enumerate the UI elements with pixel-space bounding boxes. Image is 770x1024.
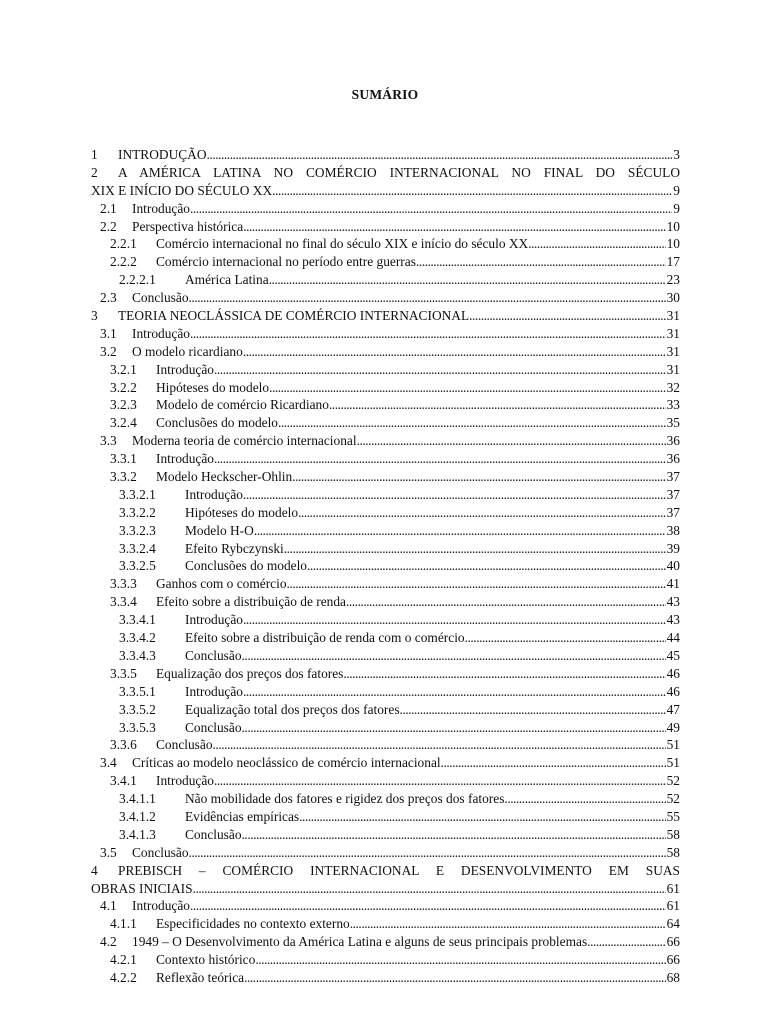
toc-entry-page: 58 [666, 844, 680, 860]
toc-entry-title: Introdução [132, 200, 191, 216]
toc-entry-number: 2.3 [100, 290, 117, 306]
toc-entry [91, 575, 680, 593]
toc-entry-title: Conclusão [132, 290, 189, 306]
toc-dot-leader [441, 754, 666, 772]
toc-entry [91, 504, 680, 522]
toc-dot-leader [298, 504, 666, 522]
toc-entry-page: 17 [666, 254, 680, 270]
toc-entry [91, 629, 680, 647]
toc-entry-title: Hipóteses do modelo [156, 379, 270, 395]
toc-entry-title: Evidências empíricas [185, 808, 300, 824]
toc-entry-number: 3.3.5.2 [119, 701, 156, 717]
toc-entry-number: 2.2.2.1 [119, 272, 156, 288]
toc-entry-number: 2.2.2 [110, 254, 137, 270]
toc-entry [91, 683, 680, 701]
toc-dot-leader [346, 593, 666, 611]
toc-entry-title: Conclusão [156, 737, 213, 753]
toc-entry-number: 2.1 [100, 200, 117, 216]
toc-entry-number: 3.3.4 [110, 594, 137, 610]
toc-entry-number: 3.3.6 [110, 737, 137, 753]
toc-entry-page: 61 [666, 880, 680, 896]
toc-entry-title: Introdução [156, 361, 215, 377]
toc-dot-leader [292, 468, 665, 486]
toc-entry-title: 1949 – O Desenvolvimento da América Latina e alguns de seus principais problemas [132, 934, 588, 950]
toc-entry-page: 37 [666, 469, 680, 485]
toc-entry-page: 9 [673, 200, 680, 216]
toc-dot-leader [329, 396, 666, 414]
toc-entry-number: 3.3.5.3 [119, 719, 156, 735]
toc-entry [91, 897, 680, 915]
toc-entry-title: INTRODUÇÃO [118, 147, 207, 162]
toc-entry-number: 3.4.1 [110, 773, 137, 789]
toc-dot-leader [242, 719, 666, 737]
toc-entry-number: 3.4 [100, 755, 117, 771]
toc-dot-leader [193, 880, 666, 898]
toc-entry-page: 61 [666, 898, 680, 914]
toc-entry-title: Conclusões do modelo [156, 415, 278, 431]
toc-entry-number: 3.3 [100, 433, 117, 449]
toc-entry-page: 35 [666, 415, 680, 431]
toc-dot-leader [190, 325, 666, 343]
toc-entry-title: Introdução [132, 898, 191, 914]
toc-entry [91, 414, 680, 432]
toc-entry-title: Perspectiva histórica [132, 218, 244, 234]
toc-dot-leader [269, 379, 666, 397]
toc-entry-number: 4.2.2 [110, 969, 137, 985]
toc-entry-number: 3.4.1.1 [119, 791, 156, 807]
toc-entry-title: Especificidades no contexto externo [156, 916, 350, 932]
toc-entry-number: 3.2.3 [110, 397, 137, 413]
toc-entry-page: 64 [666, 916, 680, 932]
toc-entry-number: 3.3.3 [110, 576, 137, 592]
toc-entry-page: 23 [666, 272, 680, 288]
toc-dot-leader [278, 414, 666, 432]
toc-entry [91, 862, 680, 880]
toc-entry-page: 66 [666, 952, 680, 968]
toc-entry [91, 396, 680, 414]
toc-dot-leader [469, 307, 665, 325]
toc-entry-number: 3.3.2.1 [119, 486, 156, 502]
toc-entry-page: 49 [666, 719, 680, 735]
toc-entry [91, 665, 680, 683]
toc-dot-leader [254, 522, 666, 540]
toc-entry-page: 43 [666, 594, 680, 610]
toc-dot-leader [243, 683, 666, 701]
toc-entry-number: 3.3.2.3 [119, 522, 156, 538]
toc-entry-page: 10 [666, 218, 680, 234]
toc-entry-title-continuation: XIX E INÍCIO DO SÉCULO XX [91, 182, 273, 198]
toc-dot-leader [213, 736, 666, 754]
toc-dot-leader [255, 951, 665, 969]
toc-entry-title: Efeito Rybczynski [185, 540, 284, 556]
toc-entry-page: 36 [666, 451, 680, 467]
toc-entry-page: 31 [666, 325, 680, 341]
toc-entry-page: 40 [666, 558, 680, 574]
toc-entry-page: 58 [666, 826, 680, 842]
toc-entry [91, 611, 680, 629]
toc-entry-number: 3.2.1 [110, 361, 137, 377]
toc-entry-page: 51 [666, 737, 680, 753]
toc-entry-page: 47 [666, 701, 680, 717]
toc-entry-title: Introdução [185, 612, 244, 628]
toc-dot-leader [207, 146, 673, 164]
toc-entry-page: 45 [666, 647, 680, 663]
toc-entry-number: 3.3.2.4 [119, 540, 156, 556]
toc-entry [91, 271, 680, 289]
toc-entry [91, 307, 680, 325]
toc-entry-title: Não mobilidade dos fatores e rigidez dos preços dos fatores [185, 791, 505, 807]
toc-entry [91, 808, 680, 826]
toc-entry-number: 2 [91, 164, 98, 180]
toc-dot-leader [242, 826, 666, 844]
toc-entry-title: Conclusão [132, 844, 189, 860]
toc-entry-number: 3.3.5 [110, 665, 137, 681]
toc-entry-title: Comércio internacional no período entre guerras [156, 254, 416, 270]
toc-entry-title: Reflexão teórica [156, 969, 245, 985]
toc-entry-page: 36 [666, 433, 680, 449]
toc-entry-page: 38 [666, 522, 680, 538]
toc-entry-page: 31 [666, 361, 680, 377]
toc-entry-number: 3.5 [100, 844, 117, 860]
toc-entry-number: 3.3.5.1 [119, 683, 156, 699]
toc-entry [91, 468, 680, 486]
toc-entry-title: Conclusão [185, 647, 242, 663]
page-title: SUMÁRIO [351, 87, 419, 102]
toc-entry-page: 39 [666, 540, 680, 556]
toc-entry-title: A AMÉRICA LATINA NO COMÉRCIO INTERNACIONAL NO FINAL DO SÉCULO [118, 164, 680, 180]
toc-dot-leader [272, 182, 672, 200]
toc-entry [91, 432, 680, 450]
toc-entry-number: 3 [91, 308, 98, 324]
toc-entry-page: 9 [673, 182, 680, 198]
toc-entry [91, 826, 680, 844]
toc-entry [91, 361, 680, 379]
toc-entry-continuation [91, 182, 680, 200]
toc-entry-number: 4.2.1 [110, 952, 137, 968]
toc-entry-title: Efeito sobre a distribuição de renda com o comércio [185, 630, 465, 646]
toc-dot-leader [528, 235, 665, 253]
toc-entry-number: 2.2.1 [110, 236, 137, 252]
toc-entry-number: 4.2 [100, 934, 117, 950]
toc-dot-leader [214, 361, 666, 379]
toc-entry-page: 66 [666, 934, 680, 950]
toc-entry-page: 37 [666, 504, 680, 520]
toc-entry [91, 450, 680, 468]
toc-entry-title: PREBISCH – COMÉRCIO INTERNACIONAL E DESENVOLVIMENTO EM SUAS [118, 862, 680, 878]
toc-dot-leader [214, 772, 666, 790]
toc-entry-number: 3.3.2 [110, 469, 137, 485]
toc-entry-number: 3.2.2 [110, 379, 137, 395]
toc-entry [91, 146, 680, 164]
toc-entry-title: Equalização total dos preços dos fatores [185, 701, 400, 717]
toc-entry-title: Hipóteses do modelo [185, 504, 299, 520]
toc-entry [91, 343, 680, 361]
toc-entry-page: 52 [666, 773, 680, 789]
toc-entry-title: Ganhos com o comércio [156, 576, 287, 592]
toc-entry-number: 3.3.2.2 [119, 504, 156, 520]
toc-entry-page: 51 [666, 755, 680, 771]
toc-entry [91, 772, 680, 790]
toc-entry-number: 3.3.2.5 [119, 558, 156, 574]
toc-dot-leader [504, 790, 665, 808]
toc-entry-number: 1 [91, 147, 98, 162]
toc-entry [91, 915, 680, 933]
toc-entry [91, 200, 680, 218]
toc-entry [91, 647, 680, 665]
toc-dot-leader [416, 253, 666, 271]
toc-entry [91, 933, 680, 951]
toc-entry [91, 540, 680, 558]
toc-dot-leader [214, 450, 666, 468]
toc-dot-leader [299, 808, 665, 826]
toc-dot-leader [350, 915, 666, 933]
toc-entry [91, 379, 680, 397]
toc-entry [91, 736, 680, 754]
toc-entry-number: 3.3.4.1 [119, 612, 156, 628]
toc-dot-leader [269, 271, 666, 289]
toc-entry-number: 4 [91, 862, 98, 878]
toc-entry [91, 593, 680, 611]
toc-dot-leader [243, 486, 666, 504]
toc-entry-number: 3.4.1.3 [119, 826, 156, 842]
toc-entry-title-continuation: OBRAS INICIAIS [91, 880, 193, 896]
toc-dot-leader [244, 969, 666, 987]
toc-entry-title: TEORIA NEOCLÁSSICA DE COMÉRCIO INTERNACIONAL [118, 308, 470, 324]
toc-entry [91, 951, 680, 969]
toc-entry-number: 4.1.1 [110, 916, 137, 932]
toc-entry-page: 43 [666, 612, 680, 628]
toc-dot-leader [587, 933, 665, 951]
toc-entry-page: 68 [666, 969, 680, 985]
toc-dot-leader [343, 665, 665, 683]
toc-entry-page: 52 [666, 791, 680, 807]
toc-dot-leader [465, 629, 666, 647]
toc-entry-title: O modelo ricardiano [132, 343, 243, 359]
toc-dot-leader [242, 647, 666, 665]
toc-entry-page: 10 [666, 236, 680, 252]
toc-entry-number: 3.2 [100, 343, 117, 359]
table-of-contents [91, 146, 680, 987]
toc-entry [91, 790, 680, 808]
toc-entry-page: 31 [666, 308, 680, 324]
toc-entry-page: 37 [666, 486, 680, 502]
toc-entry-title: Efeito sobre a distribuição de renda [156, 594, 346, 610]
toc-entry-number: 3.3.4.3 [119, 647, 156, 663]
toc-entry-title: Introdução [156, 451, 215, 467]
toc-dot-leader [243, 611, 666, 629]
toc-entry-page: 31 [666, 343, 680, 359]
toc-entry-title: Equalização dos preços dos fatores [156, 665, 344, 681]
toc-entry-page: 46 [666, 665, 680, 681]
toc-entry-title: Introdução [132, 325, 191, 341]
toc-entry-title: Críticas ao modelo neoclássico de comércio internacional [132, 755, 441, 771]
toc-entry-page: 32 [666, 379, 680, 395]
toc-entry-title: Modelo H-O [185, 522, 254, 538]
toc-entry-title: Conclusões do modelo [185, 558, 307, 574]
toc-entry-title: Contexto histórico [156, 952, 256, 968]
toc-dot-leader [189, 289, 666, 307]
toc-entry [91, 235, 680, 253]
toc-entry-title: Conclusão [185, 719, 242, 735]
toc-entry [91, 701, 680, 719]
toc-entry [91, 844, 680, 862]
toc-entry [91, 218, 680, 236]
toc-entry-number: 2.2 [100, 218, 117, 234]
toc-entry [91, 486, 680, 504]
toc-entry-page: 33 [666, 397, 680, 413]
toc-entry-title: América Latina [185, 272, 269, 288]
toc-entry-title: Introdução [156, 773, 215, 789]
toc-entry-title: Moderna teoria de comércio internacional [132, 433, 357, 449]
toc-dot-leader [400, 701, 666, 719]
toc-dot-leader [357, 432, 666, 450]
toc-dot-leader [190, 200, 672, 218]
toc-dot-leader [287, 575, 666, 593]
toc-entry-number: 3.3.4.2 [119, 630, 156, 646]
toc-dot-leader [243, 343, 666, 361]
toc-entry-page: 46 [666, 683, 680, 699]
toc-entry [91, 164, 680, 182]
toc-entry [91, 253, 680, 271]
toc-entry [91, 289, 680, 307]
toc-entry-title: Conclusão [185, 826, 242, 842]
toc-entry [91, 522, 680, 540]
toc-entry-title: Modelo de comércio Ricardiano [156, 397, 329, 413]
toc-entry-page: 41 [666, 576, 680, 592]
toc-entry-title: Introdução [185, 683, 244, 699]
toc-entry-page: 30 [666, 290, 680, 306]
toc-entry [91, 719, 680, 737]
toc-entry-title: Comércio internacional no final do século XIX e início do século XX [156, 236, 529, 252]
toc-entry-page: 3 [673, 147, 680, 162]
toc-entry-continuation [91, 880, 680, 898]
toc-entry-title: Introdução [185, 486, 244, 502]
toc-dot-leader [243, 218, 665, 236]
toc-entry [91, 969, 680, 987]
toc-dot-leader [189, 844, 666, 862]
toc-entry [91, 557, 680, 575]
toc-entry [91, 754, 680, 772]
toc-entry-page: 44 [666, 630, 680, 646]
toc-entry-number: 3.1 [100, 325, 117, 341]
toc-dot-leader [307, 557, 666, 575]
toc-entry-number: 3.2.4 [110, 415, 137, 431]
toc-entry-number: 4.1 [100, 898, 117, 914]
toc-entry-title: Modelo Heckscher-Ohlin [156, 469, 293, 485]
toc-dot-leader [190, 897, 666, 915]
toc-entry-number: 3.4.1.2 [119, 808, 156, 824]
toc-entry-number: 3.3.1 [110, 451, 137, 467]
toc-entry-page: 55 [666, 808, 680, 824]
toc-entry [91, 325, 680, 343]
toc-dot-leader [284, 540, 666, 558]
